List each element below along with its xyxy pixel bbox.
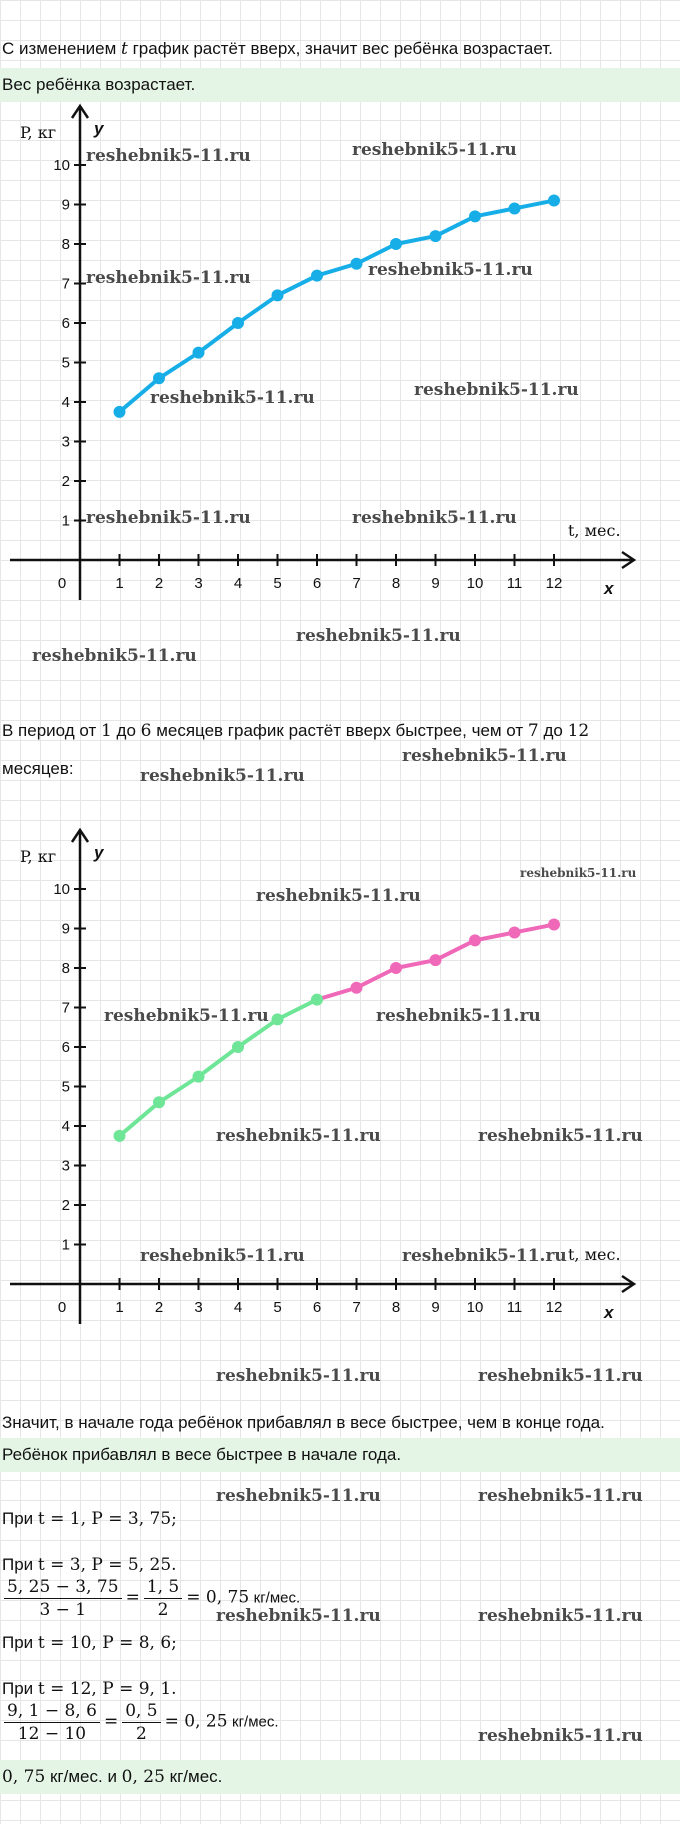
watermark: reshebnik5-11.ru bbox=[478, 1606, 643, 1626]
watermark: reshebnik5-11.ru bbox=[140, 766, 305, 786]
series-line-segment bbox=[515, 925, 555, 933]
series-line-segment bbox=[396, 236, 436, 244]
answer-1: Вес ребёнка возрастает. bbox=[0, 68, 680, 102]
data-point bbox=[232, 1041, 244, 1053]
watermark: reshebnik5-11.ru bbox=[216, 1126, 381, 1146]
y-axis-letter: y bbox=[94, 119, 104, 138]
y-tick-label: 7 bbox=[61, 275, 70, 293]
data-point bbox=[272, 289, 284, 301]
x-tick-label: 1 bbox=[115, 575, 124, 592]
x-tick-label: 4 bbox=[233, 1299, 243, 1316]
x-tick-label: 8 bbox=[391, 1299, 401, 1316]
series-line-segment bbox=[317, 264, 357, 276]
watermark: reshebnik5-11.ru bbox=[478, 1126, 643, 1146]
series-line-segment bbox=[475, 208, 515, 216]
y-tick-label: 4 bbox=[61, 394, 70, 411]
variable-t: t bbox=[121, 39, 128, 59]
data-point bbox=[272, 1013, 284, 1025]
y-axis-label: P, кг bbox=[20, 123, 57, 142]
conclusion-text: Значит, в начале года ребёнок прибавлял в весе быстрее, чем в конце года. bbox=[2, 1413, 605, 1432]
watermark: reshebnik5-11.ru bbox=[402, 1246, 567, 1266]
origin-label: 0 bbox=[57, 575, 67, 592]
x-tick-label: 7 bbox=[352, 575, 361, 592]
series-line-segment bbox=[238, 295, 278, 323]
watermark: reshebnik5-11.ru bbox=[86, 508, 251, 528]
watermark: reshebnik5-11.ru bbox=[352, 508, 517, 528]
data-point bbox=[114, 1130, 126, 1142]
data-point bbox=[153, 1096, 165, 1108]
x-tick-label: 4 bbox=[233, 575, 243, 592]
data-point bbox=[509, 202, 521, 214]
x-tick-label: 5 bbox=[273, 575, 282, 592]
data-point bbox=[232, 317, 244, 329]
y-tick-label: 9 bbox=[61, 196, 70, 214]
data-point bbox=[311, 994, 323, 1006]
watermark: reshebnik5-11.ru bbox=[352, 140, 517, 160]
data-point bbox=[509, 926, 521, 938]
y-axis-label: P, кг bbox=[20, 847, 57, 866]
x-tick-label: 9 bbox=[431, 575, 440, 592]
y-tick-label: 8 bbox=[61, 960, 70, 977]
y-tick-label: 5 bbox=[61, 1078, 70, 1096]
x-tick-label: 7 bbox=[352, 1299, 361, 1316]
series-line-segment bbox=[357, 968, 397, 988]
series-line-segment bbox=[436, 940, 476, 960]
watermark: reshebnik5-11.ru bbox=[520, 866, 637, 880]
y-tick-label: 2 bbox=[61, 1197, 70, 1214]
series-line-segment bbox=[475, 932, 515, 940]
data-point bbox=[430, 230, 442, 242]
watermark: reshebnik5-11.ru bbox=[478, 1486, 643, 1506]
data-point bbox=[311, 270, 323, 282]
y-tick-label: 5 bbox=[61, 354, 70, 372]
watermark: reshebnik5-11.ru bbox=[86, 268, 251, 288]
x-tick-label: 10 bbox=[466, 1299, 484, 1316]
x-tick-label: 11 bbox=[506, 1299, 523, 1316]
calc-line-3: При t = 10, P = 8, 6; bbox=[2, 1633, 177, 1653]
data-point bbox=[390, 962, 402, 974]
series-line-segment bbox=[278, 276, 318, 296]
calc-fraction-2: $\frac{9, 1 - 8, 6}{12 - 10}$ = $\frac{0, 5}{2}$ = 0, 25 кг/мес. bbox=[0, 1700, 680, 1754]
x-tick-label: 5 bbox=[273, 1299, 282, 1316]
y-tick-label: 2 bbox=[61, 473, 70, 490]
x-axis-letter: x bbox=[604, 579, 614, 598]
x-tick-label: 1 bbox=[115, 1299, 124, 1316]
x-tick-label: 10 bbox=[466, 575, 484, 592]
series-line-segment bbox=[159, 1077, 199, 1103]
series-line-segment bbox=[278, 1000, 318, 1020]
watermark: reshebnik5-11.ru bbox=[368, 260, 533, 280]
watermark: reshebnik5-11.ru bbox=[402, 746, 567, 766]
x-tick-label: 12 bbox=[545, 1299, 563, 1316]
data-point bbox=[153, 372, 165, 384]
series-line-segment bbox=[199, 323, 239, 353]
x-tick-label: 3 bbox=[194, 1299, 203, 1316]
y-tick-label: 7 bbox=[61, 999, 70, 1017]
calc-fraction-1: $\frac{5, 25 - 3, 75}{3 - 1}$ = $\frac{1, 5}{2}$ = 0, 75 кг/мес. bbox=[0, 1576, 680, 1630]
y-tick-label: 6 bbox=[61, 315, 70, 332]
data-point bbox=[548, 195, 560, 207]
data-point bbox=[351, 982, 363, 994]
y-tick-label: 9 bbox=[61, 920, 70, 938]
x-tick-label: 2 bbox=[154, 1299, 164, 1316]
data-point bbox=[390, 238, 402, 250]
y-tick-label: 3 bbox=[61, 433, 70, 451]
watermark: reshebnik5-11.ru bbox=[150, 388, 315, 408]
watermark: reshebnik5-11.ru bbox=[414, 380, 579, 400]
data-point bbox=[548, 919, 560, 931]
y-tick-label: 1 bbox=[61, 1236, 70, 1254]
x-tick-label: 8 bbox=[391, 575, 401, 592]
x-tick-label: 6 bbox=[312, 575, 322, 592]
series-line-segment bbox=[515, 201, 555, 209]
data-point bbox=[430, 954, 442, 966]
watermark: reshebnik5-11.ru bbox=[478, 1726, 643, 1746]
data-point bbox=[469, 210, 481, 222]
x-tick-label: 3 bbox=[194, 575, 203, 592]
watermark: reshebnik5-11.ru bbox=[216, 1366, 381, 1386]
y-tick-label: 6 bbox=[61, 1039, 70, 1056]
watermark: reshebnik5-11.ru bbox=[376, 1006, 541, 1026]
series-line-segment bbox=[317, 988, 357, 1000]
calc-line-2: При t = 3, P = 5, 25. bbox=[2, 1555, 177, 1575]
data-point bbox=[114, 406, 126, 418]
x-tick-label: 2 bbox=[154, 575, 164, 592]
y-tick-label: 1 bbox=[61, 512, 70, 530]
watermark: reshebnik5-11.ru bbox=[140, 1246, 305, 1266]
y-axis-letter: y bbox=[94, 843, 104, 862]
watermark: reshebnik5-11.ru bbox=[256, 886, 421, 906]
watermark: reshebnik5-11.ru bbox=[104, 1006, 269, 1026]
data-point bbox=[193, 1071, 205, 1083]
series-line-segment bbox=[120, 1102, 160, 1136]
x-axis-label: t, мес. bbox=[568, 1245, 621, 1264]
series-line-segment bbox=[436, 216, 476, 236]
x-axis-label: t, мес. bbox=[568, 521, 621, 540]
y-tick-label: 10 bbox=[53, 157, 70, 174]
calc-line-4: При t = 12, P = 9, 1. bbox=[2, 1679, 177, 1699]
weight-chart-1 bbox=[0, 100, 680, 620]
series-line-segment bbox=[159, 353, 199, 379]
y-tick-label: 4 bbox=[61, 1118, 70, 1135]
data-point bbox=[351, 258, 363, 270]
x-tick-label: 12 bbox=[545, 575, 563, 592]
series-line-segment bbox=[396, 960, 436, 968]
watermark: reshebnik5-11.ru bbox=[296, 626, 461, 646]
watermark: reshebnik5-11.ru bbox=[216, 1606, 381, 1626]
watermark: reshebnik5-11.ru bbox=[216, 1486, 381, 1506]
x-tick-label: 11 bbox=[506, 575, 523, 592]
x-tick-label: 9 bbox=[431, 1299, 440, 1316]
series-line-segment bbox=[199, 1047, 239, 1077]
data-point bbox=[193, 347, 205, 359]
y-tick-label: 3 bbox=[61, 1157, 70, 1175]
watermark: reshebnik5-11.ru bbox=[478, 1366, 643, 1386]
x-axis-letter: x bbox=[604, 1303, 614, 1322]
x-tick-label: 6 bbox=[312, 1299, 322, 1316]
origin-label: 0 bbox=[57, 1299, 67, 1316]
data-point bbox=[469, 934, 481, 946]
period-text: В период от 1 до 6 месяцев график растёт вверх быстрее, чем от 7 до 12 bbox=[2, 721, 590, 741]
watermark: reshebnik5-11.ru bbox=[86, 146, 251, 166]
answer-3: 0, 75 кг/мес. и 0, 25 кг/мес. bbox=[0, 1760, 680, 1794]
watermark: reshebnik5-11.ru bbox=[32, 646, 197, 666]
calc-line-1: При t = 1, P = 3, 75; bbox=[2, 1509, 177, 1529]
period-text-line2: месяцев: bbox=[2, 759, 74, 778]
answer-2: Ребёнок прибавлял в весе быстрее в начале года. bbox=[0, 1438, 680, 1472]
y-tick-label: 8 bbox=[61, 236, 70, 253]
y-tick-label: 10 bbox=[53, 881, 70, 898]
intro-text: С изменением t график растёт вверх, значит вес ребёнка возрастает. bbox=[2, 39, 553, 59]
